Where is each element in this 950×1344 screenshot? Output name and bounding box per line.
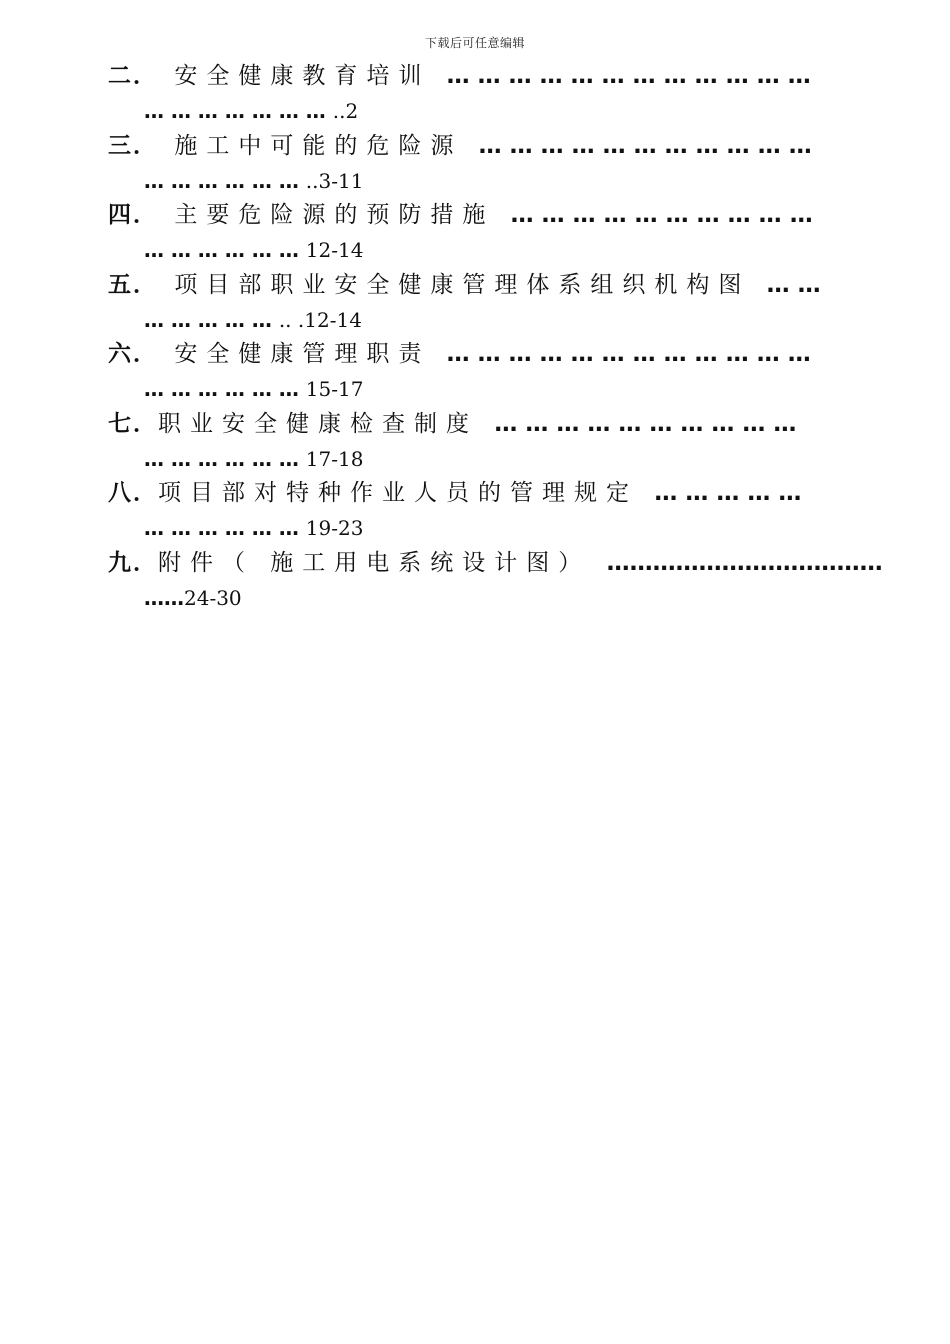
toc-entry-title: 项目部职业安全健康管理体系组织机构图 (174, 271, 751, 298)
toc-entry-7[interactable] (108, 406, 848, 476)
toc-entry-number: 六． (108, 341, 158, 367)
toc-leader-dots: … … … … … (654, 480, 802, 506)
toc-entry-number: 七． (108, 410, 158, 437)
toc-leader-dots: … … … … … … … (144, 99, 333, 123)
toc-leader-dots: … … … … … … … … … … … (478, 132, 812, 159)
toc-leader-dots: ……………………………… (606, 549, 883, 576)
toc-entry-number: 四． (108, 202, 158, 228)
toc-entry-title: 主要危险源的预防措施 (174, 202, 495, 228)
toc-page-number: 15-17 (305, 377, 364, 401)
toc-entry-3[interactable] (108, 128, 848, 198)
toc-entry-title: 安全健康教育培训 (174, 63, 431, 89)
toc-entry-6[interactable] (108, 336, 848, 406)
toc-leader-dots: … … … … … … (144, 516, 306, 540)
toc-leader-dots: …… (144, 585, 184, 610)
toc-leader-dots: … … … … … … … … … … (510, 202, 813, 228)
toc-entry-title: 项目部对特种作业人员的管理规定 (158, 480, 638, 506)
toc-leader-dots: … … … … … (144, 307, 279, 332)
toc-page-number: 19-23 (305, 516, 364, 540)
toc-leader-dots: … … … … … … (144, 168, 306, 193)
toc-leader-dots: … … … … … … … … … … … … (446, 341, 811, 367)
toc-entry-number: 二． (108, 63, 158, 89)
toc-leader-dots: … … … … … … (144, 377, 306, 401)
toc-entry-2[interactable] (108, 58, 848, 128)
toc-page-number: ..3-11 (305, 168, 364, 193)
toc-leader-dots: … … … … … … … … … … (494, 410, 797, 437)
toc-leader-dots: … … (766, 271, 821, 298)
toc-page-number: 17-18 (305, 446, 364, 471)
toc-entry-number: 八． (108, 480, 158, 506)
toc-page-number: ..2 (332, 99, 359, 123)
toc-entry-number: 九． (108, 549, 158, 576)
toc-leader-dots: … … … … … … … … … … … … (446, 63, 811, 89)
page-header: 下载后可任意编辑 (424, 36, 525, 50)
toc-leader-dots: … … … … … … (144, 446, 306, 471)
toc-page-number: .. .12-14 (278, 307, 362, 332)
toc-entry-number: 五． (108, 271, 158, 298)
toc-entry-5[interactable] (108, 267, 848, 337)
toc-page-number: 24-30 (184, 585, 242, 610)
toc-entry-title: 职业安全健康检查制度 (158, 410, 478, 437)
toc-entry-8[interactable] (108, 475, 848, 545)
toc-leader-dots: … … … … … … (144, 238, 306, 262)
toc-entry-number: 三． (108, 132, 158, 159)
table-of-contents (108, 58, 883, 614)
toc-entry-9[interactable] (108, 545, 883, 615)
toc-entry-4[interactable] (108, 197, 848, 267)
toc-entry-title: 安全健康管理职责 (174, 341, 431, 367)
toc-entry-title: 附件（ 施工用电系统设计图） (158, 549, 591, 576)
toc-entry-title: 施工中可能的危险源 (174, 132, 463, 159)
toc-page-number: 12-14 (305, 238, 364, 262)
